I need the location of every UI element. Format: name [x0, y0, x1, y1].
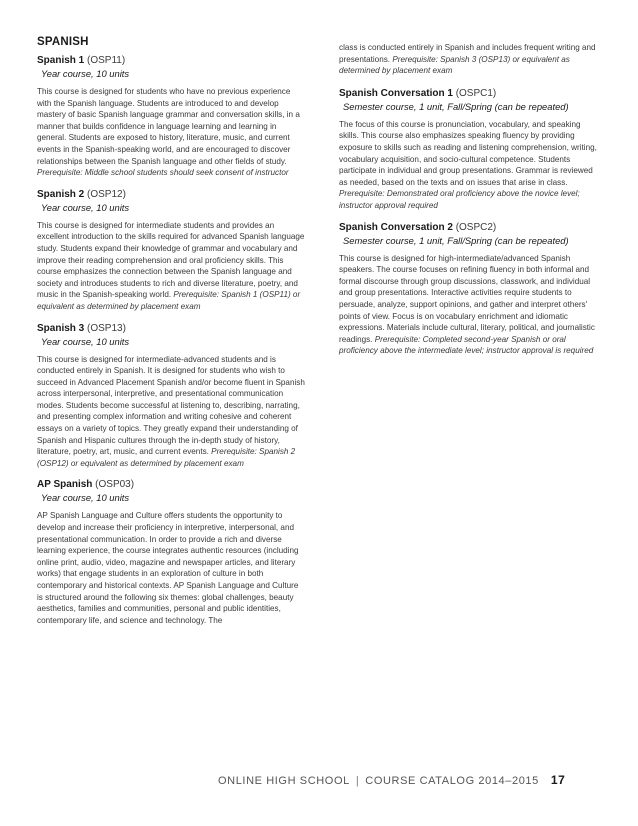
course-spanish-conversation-2 — [339, 221, 601, 357]
right-column — [339, 42, 601, 366]
prerequisite: Prerequisite: Middle school students should seek consent of instructor — [37, 168, 289, 178]
course-spanish-conversation-1 — [339, 87, 601, 212]
page-footer — [218, 773, 608, 787]
course-description — [37, 510, 305, 626]
course-code: (OSP03) — [95, 479, 135, 491]
course-description — [339, 253, 601, 357]
footer-separator: | — [355, 775, 360, 787]
course-code: (OSP13) — [87, 322, 126, 334]
course-heading — [339, 87, 601, 100]
description-text: This course is designed for students who have no previous experience with the Spanish language. Students are introduced to and develop mastery of basic Spanish language grammar and conversation skills, in a manner that builds confidence in language learning and learning in general. Students are exposed to history, literature, music, and current events in the Spanish-speaking world, and are encouraged to discover relationships between the Spanish language and other fields of study. — [37, 87, 300, 166]
course-heading — [339, 221, 601, 234]
course-meta: Semester course, 1 unit, Fall/Spring (can be repeated) — [343, 234, 569, 246]
footer-school: ONLINE HIGH SCHOOL — [218, 775, 350, 787]
description-text: This course is designed for intermediate-advanced students and is conducted entirely in Spanish. It is designed for students who wish to succeed in Advanced Placement Spanish and/or become fluent in Spanish across interpersonal, interpretive, and presentational communication modes. Students become successful at listening to, describing, narrating, and presenting complex information and writing cohesive and coherent essays on a variety of topics. They greatly expand their understanding of Spanish and Hispanic cultures through the in-depth study of history, literature, poetry, art, music, and current events. — [37, 354, 305, 457]
description-text: AP Spanish Language and Culture offers students the opportunity to develop and increase their proficiency in interpretive, interpersonal, and presentational communication. In order to provide a rich and diverse learning experience, the course integrates authentic resources (including online print, audio, video, magazine and newspaper articles, and literary works) that engage students in an exploration of culture in both contemporary and historical contexts. AP Spanish Language and Culture is structured around the following six themes: global challenges, beauty aesthetics, families and communities, personal and public identities, contemporary life, and science and technology. The — [37, 511, 299, 625]
footer-catalog: COURSE CATALOG 2014–2015 — [365, 775, 539, 787]
course-name: Spanish Conversation 2 — [339, 221, 453, 233]
course-spanish-1 — [37, 54, 305, 179]
course-meta: Year course, 10 units — [41, 68, 130, 79]
course-heading — [37, 322, 305, 335]
ap-spanish-continuation — [339, 42, 601, 77]
course-code: (OSP11) — [87, 55, 126, 66]
course-name: Spanish 1 — [37, 55, 85, 66]
course-code: (OSP12) — [87, 188, 126, 200]
section-title: SPANISH — [37, 36, 89, 48]
course-ap-spanish — [37, 478, 305, 626]
course-name: Spanish 3 — [37, 322, 85, 334]
left-column — [37, 36, 305, 635]
course-description — [37, 220, 305, 313]
course-name: AP Spanish — [37, 479, 93, 491]
course-description — [37, 86, 305, 179]
description-text: The focus of this course is pronunciation, vocabulary, and speaking skills. This course also emphasizes speaking fluency by providing exposure to skills such as reading and listening comprehension, writing, vocabulary acquisition, and socio-cultural competence. Students participate in individual and group presentations. Grammar is reviewed as needed, based on the texts and on issues that arise in class. — [339, 119, 597, 187]
course-heading — [37, 188, 305, 201]
description-text: This course is designed for high-intermediate/advanced Spanish speakers. The course focuses on refining fluency in both informal and formal discourse through group discussions, classwork, and individual and group presentations. Interactive activities require students to persuade, analyze, support opinions, and gather and interpret others' points of view. Focus is on vocabulary enrichment and idiomatic expressions. Materials include cultural, literary, political, and journalistic readings. — [339, 253, 595, 344]
prerequisite: Prerequisite: Spanish 2 (OSP12) or equivalent as determined by placement exam — [37, 447, 296, 468]
course-description — [37, 354, 305, 470]
prerequisite: Prerequisite: Demonstrated oral proficiency above the novice level; instructor approval required — [339, 189, 580, 210]
prerequisite: Prerequisite: Spanish 1 (OSP11) or equivalent as determined by placement exam — [37, 290, 301, 311]
course-description — [339, 119, 601, 212]
course-spanish-3 — [37, 322, 305, 470]
course-spanish-2 — [37, 188, 305, 313]
description-text: This course is designed for intermediate students and provides an excellent introduction to the skills required for advanced Spanish language study. Students expand their knowledge of grammar and vocabulary and improve their reading comprehension and oral proficiency skills. This course emphasizes the connection between the Spanish language and society and introduces students to rich and diverse literature, poetry, and music in the Spanish-speaking world. — [37, 220, 305, 300]
course-heading — [37, 478, 305, 491]
prerequisite: Prerequisite: Spanish 3 (OSP13) or equivalent as determined by placement exam — [339, 54, 570, 76]
course-heading — [37, 54, 305, 67]
course-code: (OSPC1) — [455, 87, 497, 99]
page-number: 17 — [550, 773, 566, 787]
course-code: (OSPC2) — [455, 221, 497, 233]
course-meta: Semester course, 1 unit, Fall/Spring (can be repeated) — [343, 100, 569, 112]
course-name: Spanish 2 — [37, 188, 85, 200]
prerequisite: Prerequisite: Completed second-year Spanish or oral proficiency above the intermediate level; instructor approval is required — [339, 334, 594, 356]
course-meta: Year course, 10 units — [41, 201, 130, 213]
course-meta: Year course, 10 units — [41, 492, 130, 504]
course-meta: Year course, 10 units — [41, 335, 130, 347]
continuation-text: class is conducted entirely in Spanish and includes frequent writing and presentations. — [339, 43, 596, 64]
course-name: Spanish Conversation 1 — [339, 87, 453, 99]
